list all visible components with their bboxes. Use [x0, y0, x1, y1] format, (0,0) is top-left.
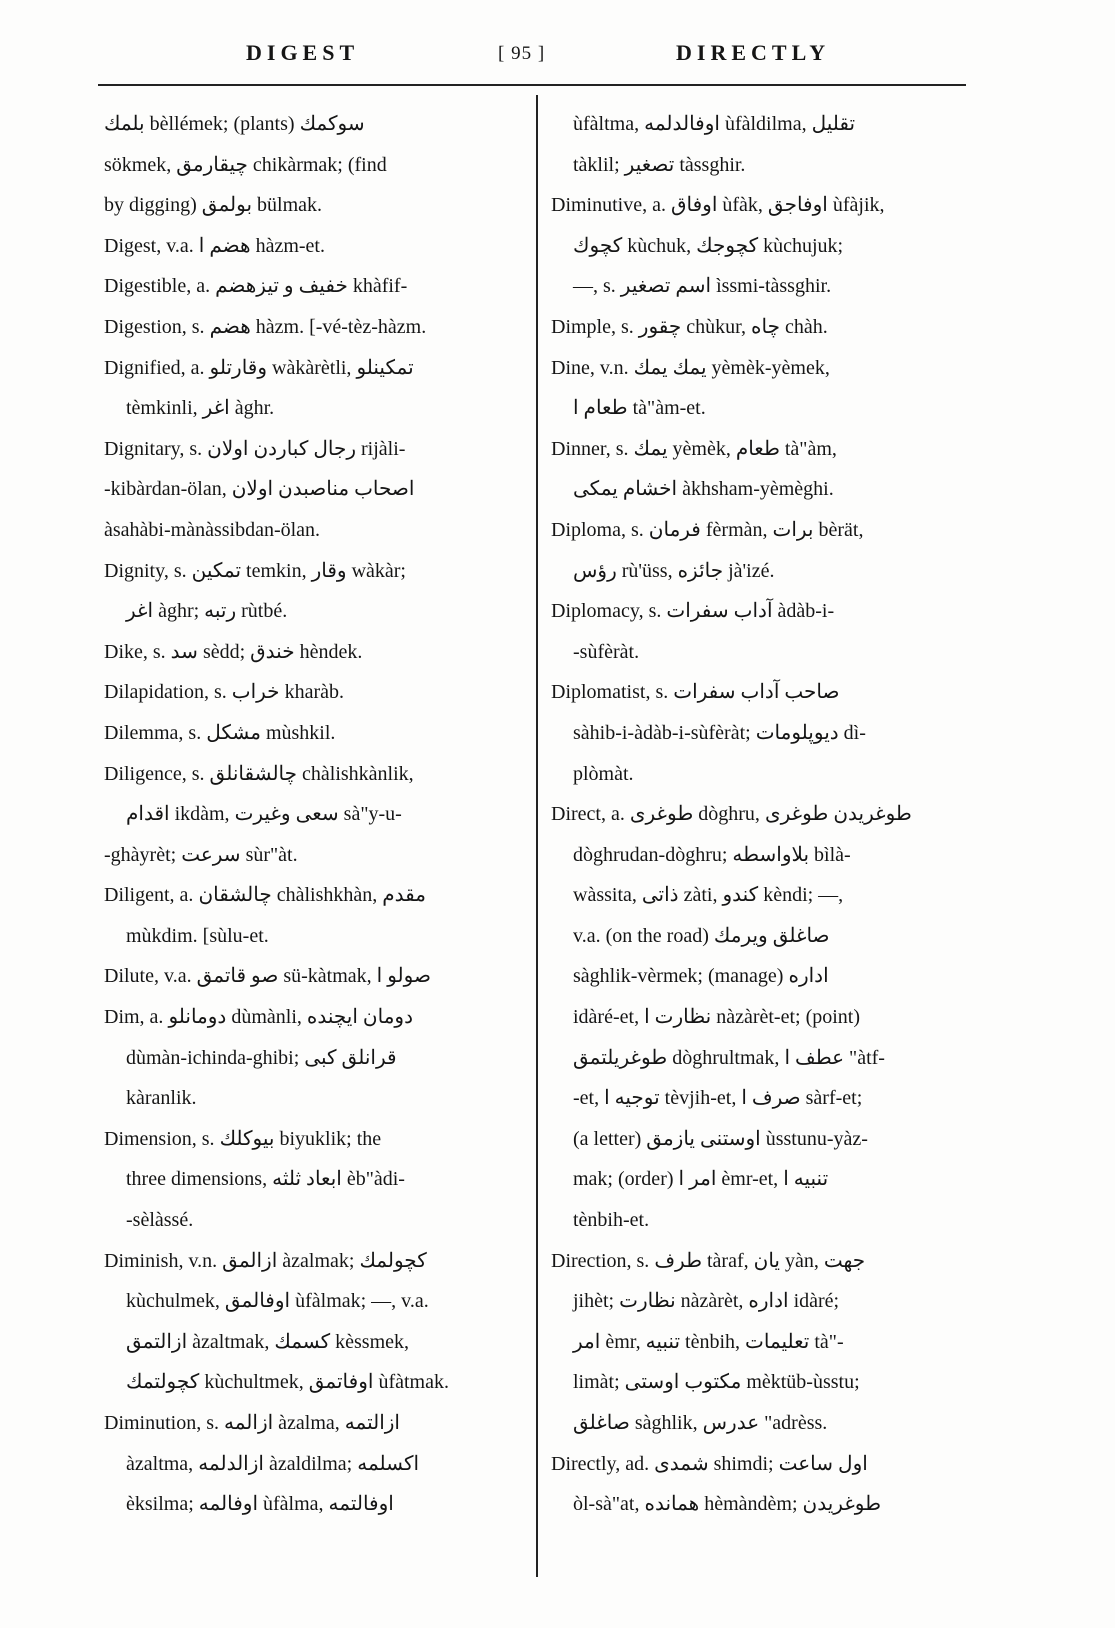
- entry-line: طعام ا tà"àm-et.: [573, 397, 706, 420]
- entry-line: sàghlik-vèrmek; (manage) اداره: [573, 965, 829, 988]
- column-divider: [536, 95, 538, 1577]
- entry-line: Dim, a. دومانلو dùmànli, دومان ايچنده: [104, 1006, 413, 1029]
- entry-line: Direct, a. طوغرى dòghru, طوغريدن طوغرى: [551, 803, 912, 826]
- entry-line: Digest, v.a. هضم ا hàzm-et.: [104, 234, 325, 257]
- entry-line: -sèlàssé.: [126, 1209, 194, 1232]
- entry-line: Directly, ad. شمدى shimdi; اول ساعت: [551, 1452, 868, 1475]
- entry-line: jihèt; نظارت nàzàrèt, اداره idàré;: [573, 1290, 840, 1313]
- entry-line: tàklil; تصغير tàssghir.: [573, 153, 746, 176]
- entry-line: Diplomatist, s. صاحب آداب سفرات: [551, 681, 840, 704]
- entry-line: tèmkinli, اغر àghr.: [126, 397, 275, 420]
- entry-line: v.a. (on the road) صاغلق ويرمك: [573, 924, 830, 947]
- entry-line: Diminish, v.n. ازالمق àzalmak; كچولمك: [104, 1249, 427, 1272]
- entry-line: Dignitary, s. رجال كباردن اولان rijàli-: [104, 437, 406, 460]
- entry-line: Diminutive, a. اوفاق ùfàk, اوفاجق ùfàjik,: [551, 194, 885, 217]
- entry-line: wàssita, ذاتى zàti, كندو kèndi; —,: [573, 884, 844, 907]
- entry-line: ùfàltma, اوفالدلمه ùfàldilma, تقليل: [573, 113, 856, 135]
- entry-line: Diligent, a. چالشقان chàlishkhàn, مقدم: [104, 884, 426, 907]
- entry-line: mùkdim. [sùlu-et.: [126, 924, 269, 947]
- entry-line: ازالتمق àzaltmak, كسمك kèssmek,: [126, 1330, 410, 1353]
- entry-line: Diplomacy, s. آداب سفرات àdàb-i-: [551, 600, 835, 623]
- left-column: [104, 104, 516, 1525]
- entry-line: -et, توجيه ا tèvjih-et, صرف ا sàrf-et;: [573, 1087, 863, 1110]
- entry-line: idàré-et, نظارت ا nàzàrèt-et; (point): [573, 1006, 860, 1029]
- entry-line: -kibàrdan-ölan, اصحاب مناصبدن اولان: [104, 478, 415, 501]
- entry-line: dùmàn-ichinda-ghibi; قرانلق كبى: [126, 1046, 397, 1069]
- entry-line: Digestible, a. خفيف و تيزهضم khàfif-: [104, 275, 408, 298]
- entry-line: Dilemma, s. مشكل mùshkil.: [104, 721, 336, 744]
- entry-line: limàt; مكتوب اوستى mèktüb-ùsstu;: [573, 1371, 860, 1394]
- entry-line: èksilma; اوفالمه ùfàlma, اوفالتمه: [126, 1493, 394, 1516]
- entry-line: Diploma, s. فرمان fèrmàn, برات bèrät,: [551, 518, 864, 541]
- right-column: [551, 104, 971, 1525]
- entry-line: òl-sà"at, همانده hèmàndèm; طوغريدن: [573, 1493, 882, 1516]
- entry-line: Dimension, s. بيوكلك biyuklik; the: [104, 1127, 382, 1150]
- entry-line: Diligence, s. چالشقانلق chàlishkànlik,: [104, 762, 414, 785]
- entry-line: اخشام يمكى àkhsham-yèmèghi.: [573, 478, 834, 501]
- entry-line: kùchulmek, اوفالمق ùfàlmak; —, v.a.: [126, 1290, 429, 1313]
- entry-line: àzaltma, ازالدلمه àzaldilma; اكسلمه: [126, 1452, 420, 1475]
- entry-line: Dilute, v.a. صو قاتمق sü-kàtmak, صولو ا: [104, 965, 431, 988]
- entry-line: àsahàbi-mànàssibdan-ölan.: [104, 518, 321, 541]
- entry-line: رؤس rù'üss, جائزه jà'izé.: [573, 559, 775, 582]
- entry-line: -sùfèràt.: [573, 640, 640, 663]
- entry-line: three dimensions, ابعاد ثلثه èb"àdi-: [126, 1168, 405, 1191]
- entry-line: Dinner, s. يمك yèmèk, طعام tà"àm,: [551, 437, 837, 460]
- entry-line: كچولتمك kùchultmek, اوفاتمق ùfàtmak.: [126, 1371, 449, 1394]
- entry-line: بلمك bèllémek; (plants) سوكمك: [104, 113, 365, 135]
- entry-line: plòmàt.: [573, 762, 634, 785]
- entry-line: —, s. اسم تصغير ìssmi-tàssghir.: [573, 275, 832, 298]
- entry-line: Dike, s. سد sèdd; خندق hèndek.: [104, 640, 363, 663]
- entry-line: Direction, s. طرف tàraf, يان yàn, جهت: [551, 1249, 866, 1272]
- entry-line: اغر àghr; رتبه rùtbé.: [126, 600, 288, 623]
- page-number: [ 95 ]: [498, 43, 546, 64]
- entry-line: by digging) بولمق bülmak.: [104, 194, 323, 217]
- entry-line: Digestion, s. هضم hàzm. [-vé-tèz-hàzm.: [104, 315, 427, 338]
- entry-line: dòghrudan-dòghru; بلاواسطه bìlà-: [573, 843, 851, 866]
- entry-line: Dignity, s. تمكين temkin, وقار wàkàr;: [104, 559, 406, 582]
- running-head-right: DIRECTLY: [676, 40, 831, 65]
- entry-line: اقدام ikdàm, سعى وغيرت sà"y-u-: [126, 803, 402, 826]
- entry-line: امر èmr, تنبيه tènbih, تعليمات tà"-: [573, 1330, 844, 1353]
- running-head-left: DIGEST: [246, 40, 360, 65]
- entry-line: صاغلق sàghlik, عدرس "adrèss.: [573, 1412, 828, 1434]
- entry-line: (a letter) اوستنى يازمق ùsstunu-yàz-: [573, 1127, 868, 1150]
- entry-line: Dignified, a. وقارتلو wàkàrètli, تمكينلو: [104, 356, 414, 379]
- entry-line: كچوك kùchuk, كچوجك kùchujuk;: [573, 234, 844, 257]
- entry-line: Diminution, s. ازالمه àzalma, ازالتمه: [104, 1412, 400, 1434]
- entry-line: Dine, v.n. يمك يمك yèmèk-yèmek,: [551, 356, 830, 379]
- entry-line: kàranlik.: [126, 1087, 197, 1110]
- entry-line: Dilapidation, s. خراب kharàb.: [104, 681, 344, 704]
- entry-line: -ghàyrèt; سرعت sùr"àt.: [104, 843, 298, 866]
- entry-line: sàhib-i-àdàb-i-sùfèràt; ديوپلومات dì-: [573, 721, 866, 744]
- entry-line: طوغريلتمق dòghrultmak, عطف ا "àtf-: [573, 1046, 885, 1069]
- entry-line: tènbih-et.: [573, 1209, 650, 1232]
- entry-line: mak; (order) امر ا èmr-et, تنبيه ا: [573, 1168, 829, 1191]
- entry-line: sökmek, چيقارمق chikàrmak; (find: [104, 153, 387, 176]
- header-rule: [98, 84, 966, 86]
- entry-line: Dimple, s. چقور chùkur, چاه chàh.: [551, 315, 828, 338]
